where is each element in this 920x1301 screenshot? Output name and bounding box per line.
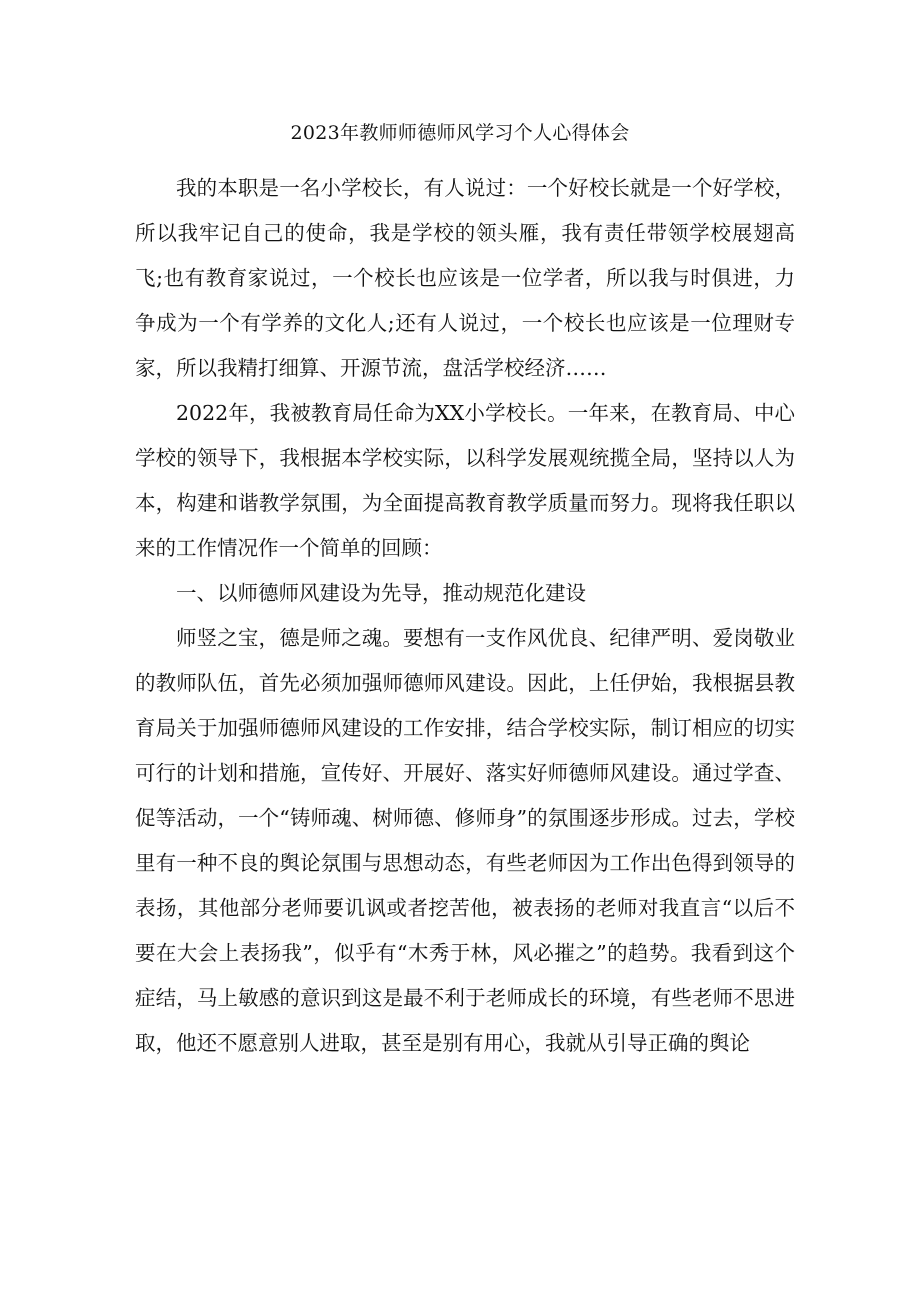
paragraph-ethics: 师竖之宝，德是师之魂。要想有一支作风优良、纪律严明、爱岗敬业的教师队伍，首先必须加强师德师风建设。因此，上任伊始，我根据县教育局关于加强师德师风建设的工作安排，结合学校实际，制订相应的切实可行的计划和措施，宣传好、开展好、落实好师德师风建设。通过学查、促等活动，一个“铸师魂、树师德、修师身”的氛围逐步形成。过去，学校里有一种不良的舆论氛围与思想动态，有些老师因为工作出色得到领导的表扬，其他部分老师要讥讽或者挖苦他，被表扬的老师对我直言“以后不要在大会上表扬我”，似乎有“木秀于林，风必摧之”的趋势。我看到这个症结，马上敏感的意识到这是最不利于老师成长的环境，有些老师不思进取，他还不愿意别人进取，甚至是别有用心，我就从引导正确的舆论: [135, 626, 795, 1055]
document-body: [135, 166, 795, 1066]
paragraph-appointment: 2022年，我被教育局任命为XX小学校长。一年来，在教育局、中心学校的领导下，我根据本学校实际，以科学发展观统揽全局，坚持以人为本，构建和谐教学氛围，为全面提高教育教学质量而努力。现将我任职以来的工作情况作一个简单的回顾：: [135, 401, 795, 560]
document-title: 2023年教师师德师风学习个人心得体会: [290, 122, 630, 144]
section-heading-1: 一、以师德师风建设为先导，推动规范化建设: [176, 581, 586, 605]
paragraph-intro: 我的本职是一名小学校长，有人说过：一个好校长就是一个好学校，所以我牢记自己的使命，我是学校的领头雁，我有责任带领学校展翅高飞;也有教育家说过，一个校长也应该是一位学者，所以我与时俱进，力争成为一个有学养的文化人;还有人说过，一个校长也应该是一位理财专家，所以我精打细算、开源节流，盘活学校经济……: [135, 176, 795, 380]
